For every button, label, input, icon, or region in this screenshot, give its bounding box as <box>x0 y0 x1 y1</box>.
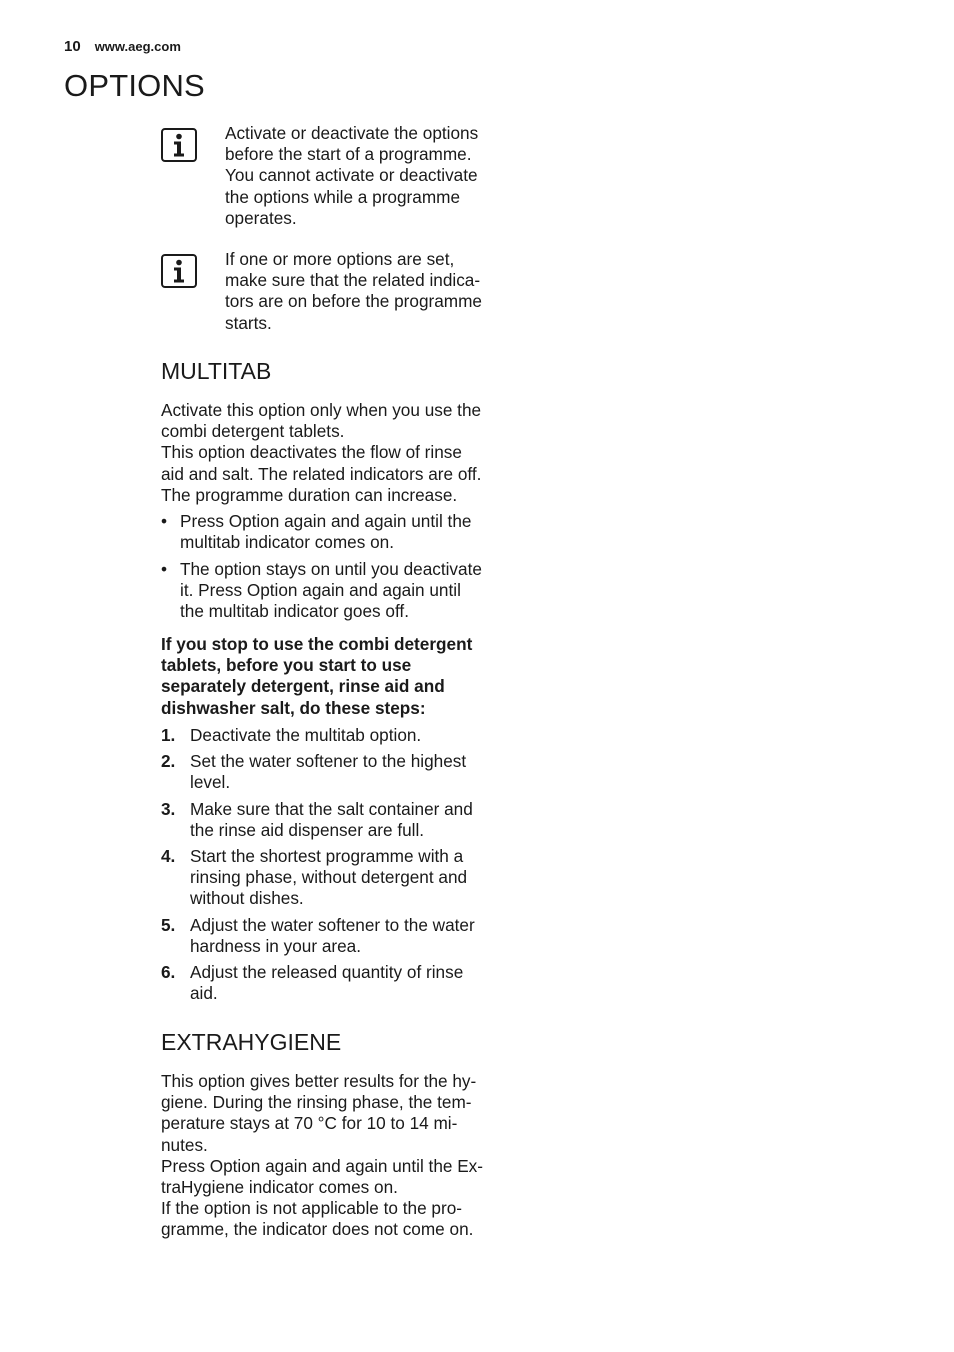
bullet-text: The option stays on until you deactivate it. Press Option again and again until the multitab indicator goes off. <box>180 559 482 622</box>
bullet-icon: • <box>161 559 168 579</box>
step-number: 5. <box>161 915 176 935</box>
website-url: www.aeg.com <box>94 39 181 54</box>
step-text: Adjust the water softener to the water hardness in your area. <box>190 915 475 957</box>
extrahygiene-text: This option gives better results for the hy- giene. During the rinsing phase, the tem- perature stays at 70 °C for 10 to 14 mi- nutes. Press Option again and again until the Ex- traHygiene indicator comes on. If the option is not applicable to the pro- gramme, the indicator does not come on. <box>161 1071 483 1240</box>
step-number: 2. <box>161 751 176 771</box>
info-icon <box>161 254 197 288</box>
step-number: 3. <box>161 799 176 819</box>
section-heading-multitab: MULTITAB <box>161 358 272 384</box>
multitab-intro: Activate this option only when you use the combi detergent tablets. This option deactivates the flow of rinse aid and salt. The related indicators are off. The programme duration can increase. <box>161 400 482 505</box>
step-number: 1. <box>161 725 176 745</box>
bullet-text: Press Option again and again until the multitab indicator comes on. <box>180 511 472 553</box>
multitab-steps-intro: If you stop to use the combi detergent tablets, before you start to use separately detergent, rinse aid and dishwasher salt, do these steps: <box>161 634 473 718</box>
bullet-icon: • <box>161 511 168 531</box>
step-text: Set the water softener to the highest level. <box>190 751 467 793</box>
step-text: Start the shortest programme with a rinsing phase, without detergent and without dishes. <box>190 846 468 909</box>
section-heading-extrahygiene: EXTRAHYGIENE <box>161 1029 342 1055</box>
info-note-text: Activate or deactivate the options before the start of a programme. You cannot activate or deactivate the options while a programme operates. <box>225 123 479 228</box>
step-number: 6. <box>161 962 176 982</box>
step-text: Make sure that the salt container and the rinse aid dispenser are full. <box>190 799 473 841</box>
info-note-text: If one or more options are set, make sure that the related indica- tors are on before the programme starts. <box>225 249 482 333</box>
page-title: OPTIONS <box>64 68 205 103</box>
step-text: Adjust the released quantity of rinse aid. <box>190 962 464 1004</box>
page-header <box>64 38 181 55</box>
page-number: 10 <box>64 38 81 55</box>
step-text: Deactivate the multitab option. <box>190 725 422 745</box>
info-icon <box>161 128 197 162</box>
step-number: 4. <box>161 846 176 866</box>
